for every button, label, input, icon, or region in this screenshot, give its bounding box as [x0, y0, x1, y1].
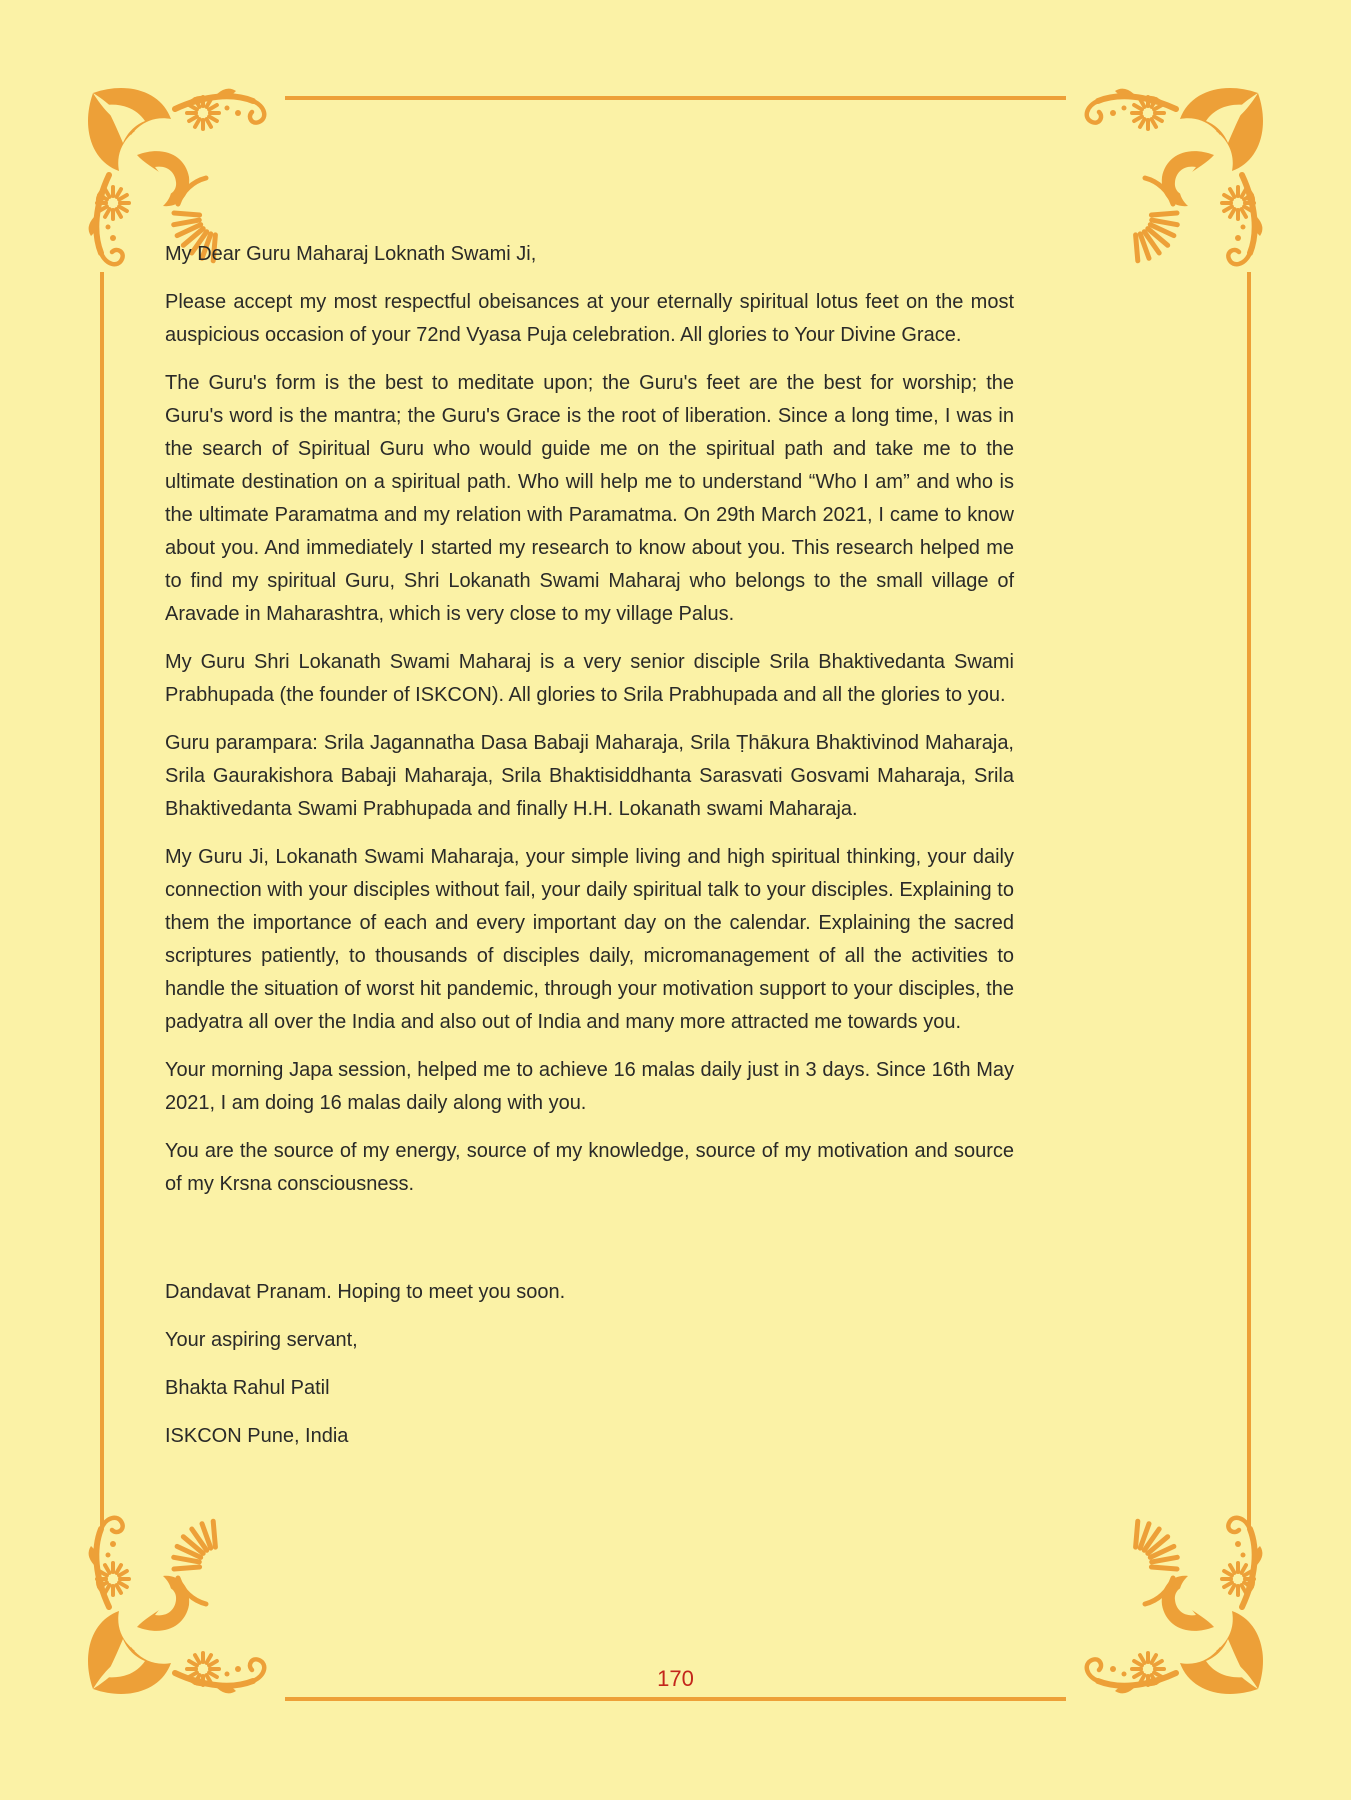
page-number: 170 [657, 1666, 694, 1691]
closing-line: Your aspiring servant, [165, 1329, 358, 1351]
frame-line-top [285, 96, 1066, 100]
letter-paragraph: My Guru Ji, Lokanath Swami Maharaja, your simple living and high spiritual thinking, your daily connection with your disciples without fail, your daily spiritual talk to your disciples. Explaining to them the importance of each and every important day on the calendar. Explaining the sacred scriptures patiently, to thousands of disciples daily, micromanagement of all the activities to handle the situation of worst hit pandemic, through your motivation support to your disciples, the padyatra all over the India and also out of India and many more attracted me towards you. [165, 846, 1014, 1033]
closing-line: Dandavat Pranam. Hoping to meet you soon. [165, 1281, 566, 1303]
frame-line-bottom [285, 1697, 1066, 1701]
letter-salutation: My Dear Guru Maharaj Loknath Swami Ji, [165, 243, 537, 265]
corner-ornament-top-right-icon [1061, 75, 1276, 290]
letter-paragraph: Your morning Japa session, helped me to achieve 16 malas daily just in 3 days. Since 16th May 2021, I am doing 16 malas daily along with you. [165, 1059, 1014, 1114]
letter-content [165, 238, 1014, 1468]
closing-gap [165, 1216, 1014, 1276]
letter-paragraph: Guru parampara: Srila Jagannatha Dasa Babaji Maharaja, Srila Ṭhākura Bhaktivinod Maharaja, Srila Gaurakishora Babaji Maharaja, Srila Bhaktisiddhanta Sarasvati Gosvami Maharaja, Srila Bhaktivedanta Swami Prabhupada and finally H.H. Lokanath swami Maharaja. [165, 732, 1014, 820]
letter-paragraph: You are the source of my energy, source of my knowledge, source of my motivation and source of my Krsna consciousness. [165, 1140, 1014, 1195]
signature-name: Bhakta Rahul Patil [165, 1377, 330, 1399]
letter-paragraph: My Guru Shri Lokanath Swami Maharaj is a very senior disciple Srila Bhaktivedanta Swami Prabhupada (the founder of ISKCON). All glories to Srila Prabhupada and all the glories to you. [165, 651, 1014, 706]
frame-line-left [100, 272, 104, 1528]
frame-line-right [1247, 272, 1251, 1528]
signature-place: ISKCON Pune, India [165, 1425, 349, 1447]
letter-paragraph: The Guru's form is the best to meditate upon; the Guru's feet are the best for worship; the Guru's word is the mantra; the Guru's Grace is the root of liberation. Since a long time, I was in the search of Spiritual Guru who would guide me on the spiritual path and take me to the ultimate destination on a spiritual path. Who will help me to understand “Who I am” and who is the ultimate Paramatma and my relation with Paramatma. On 29th March 2021, I came to know about you. And immediately I started my research to know about you. This research helped me to find my spiritual Guru, Shri Lokanath Swami Maharaj who belongs to the small village of Aravade in Maharashtra, which is very close to my village Palus. [165, 372, 1014, 625]
letter-paragraph: Please accept my most respectful obeisances at your eternally spiritual lotus feet on the most auspicious occasion of your 72nd Vyasa Puja celebration. All glories to Your Divine Grace. [165, 291, 1014, 346]
